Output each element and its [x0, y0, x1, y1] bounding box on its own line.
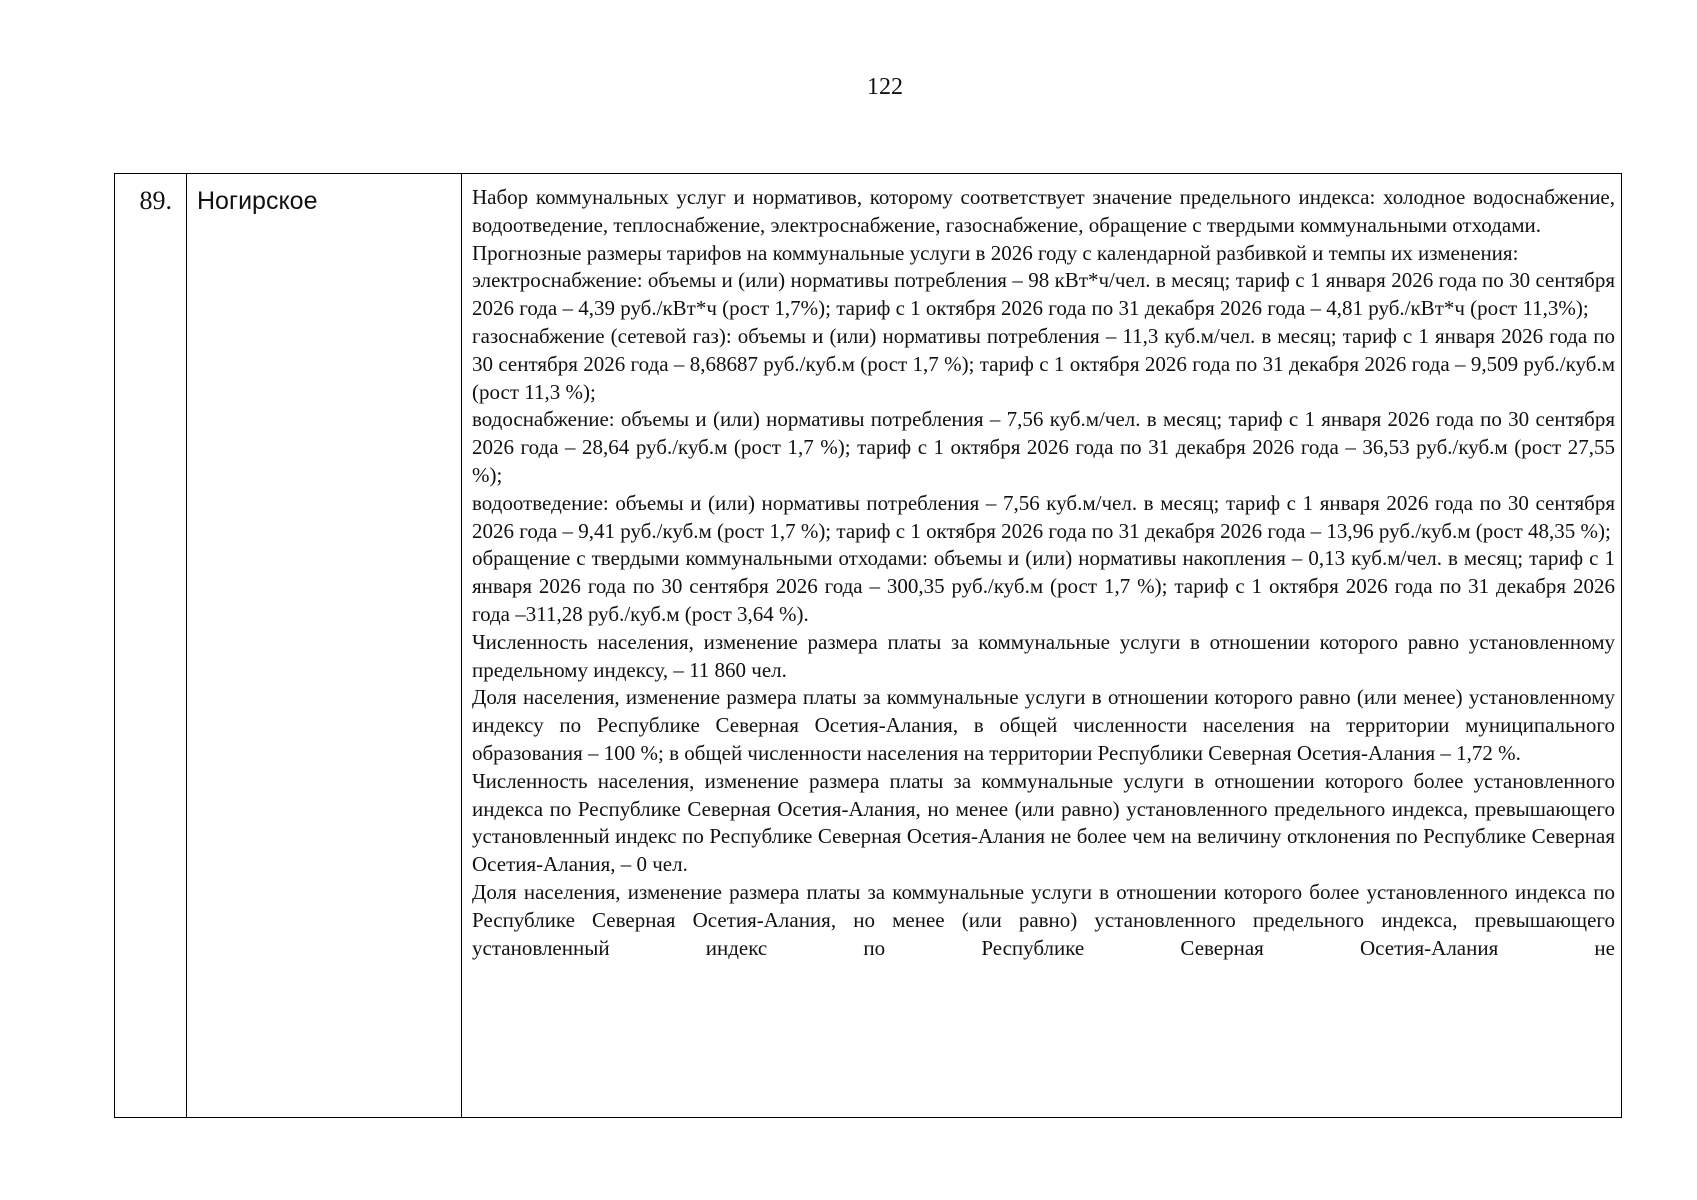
description-cell: [462, 174, 1622, 1118]
paragraph-water-supply: водоснабжение: объемы и (или) нормативы потребления – 7,56 куб.м/чел. в месяц; тариф с 1 января 2026 года по 30 сентября 2026 года – 28,64 руб./куб.м (рост 1,7 %); тариф с 1 октября 2026 года по 31 декабря 2026 года – 36,53 руб./куб.м (рост 27,55 %);: [472, 407, 1615, 487]
paragraph-tariff-intro: Прогнозные размеры тарифов на коммунальные услуги в 2026 году с календарной разбивкой и темпы их изменения:: [472, 240, 1519, 265]
municipality-name: Ногирское: [187, 174, 462, 1118]
paragraph-population-above: Численность населения, изменение размера платы за коммунальные услуги в отношении которого более установленного индекса по Республике Северная Осетия-Алания, но менее (или равно) установленного предельного индекса, превышающего установленный индекс по Республике Северная Осетия-Алания не более чем на величину отклонения по Республике Северная Осетия-Алания, – 0 чел.: [472, 768, 1615, 877]
paragraph-electricity: электроснабжение: объемы и (или) нормативы потребления – 98 кВт*ч/чел. в месяц; тариф с 1 января 2026 года по 30 сентября 2026 года – 4,39 руб./кВт*ч (рост 1,7%); тариф с 1 октября 2026 года по 31 декабря 2026 года – 4,81 руб./кВт*ч (рост 11,3%);: [472, 268, 1615, 321]
paragraph-solid-waste: обращение с твердыми коммунальными отходами: объемы и (или) нормативы накопления – 0,13 куб.м/чел. в месяц; тариф с 1 января 2026 года по 30 сентября 2026 года – 300,35 руб./куб.м (рост 1,7 %); тариф с 1 октября 2026 года по 31 декабря 2026 года –311,28 руб./куб.м (рост 3,64 %).: [472, 546, 1615, 626]
paragraph-water-disposal: водоотведение: объемы и (или) нормативы потребления – 7,56 куб.м/чел. в месяц; тариф с 1 января 2026 года по 30 сентября 2026 года – 9,41 руб./куб.м (рост 1,7 %); тариф с 1 октября 2026 года по 31 декабря 2026 года – 13,96 руб./куб.м (рост 48,35 %);: [472, 490, 1615, 543]
paragraph-share-above: Доля населения, изменение размера платы за коммунальные услуги в отношении которого более установленного индекса по Республике Северная Осетия-Алания, но менее (или равно) установленного предельного индекса, превышающего установленный индекс по Республике Северная Осетия-Алания не: [472, 879, 1615, 960]
paragraph-population-equal: Численность населения, изменение размера платы за коммунальные услуги в отношении которого равно установленному предельному индексу, – 11 860 чел.: [472, 629, 1615, 682]
row-number: 89.: [115, 174, 187, 1118]
tariff-table: [114, 173, 1622, 1118]
table-row: [115, 174, 1622, 1118]
page-number: 122: [867, 74, 903, 100]
paragraph-share-equal: Доля населения, изменение размера платы за коммунальные услуги в отношении которого равно (или менее) установленному индексу по Республике Северная Осетия-Алания, в общей численности населения на территории муниципального образования – 100 %; в общей численности населения на территории Республики Северная Осетия-Алания – 1,72 %.: [472, 685, 1615, 765]
paragraph-gas: газоснабжение (сетевой газ): объемы и (или) нормативы потребления – 11,3 куб.м/чел. в месяц; тариф с 1 января 2026 года по 30 сентября 2026 года – 8,68687 руб./куб.м (рост 1,7 %); тариф с 1 октября 2026 года по 31 декабря 2026 года – 9,509 руб./куб.м (рост 11,3 %);: [472, 323, 1615, 404]
paragraph-service-set: Набор коммунальных услуг и нормативов, которому соответствует значение предельного индекса: холодное водоснабжение, водоотведение, теплоснабжение, электроснабжение, газоснабжение, обращение с твердыми коммунальными отходами.: [472, 185, 1615, 237]
